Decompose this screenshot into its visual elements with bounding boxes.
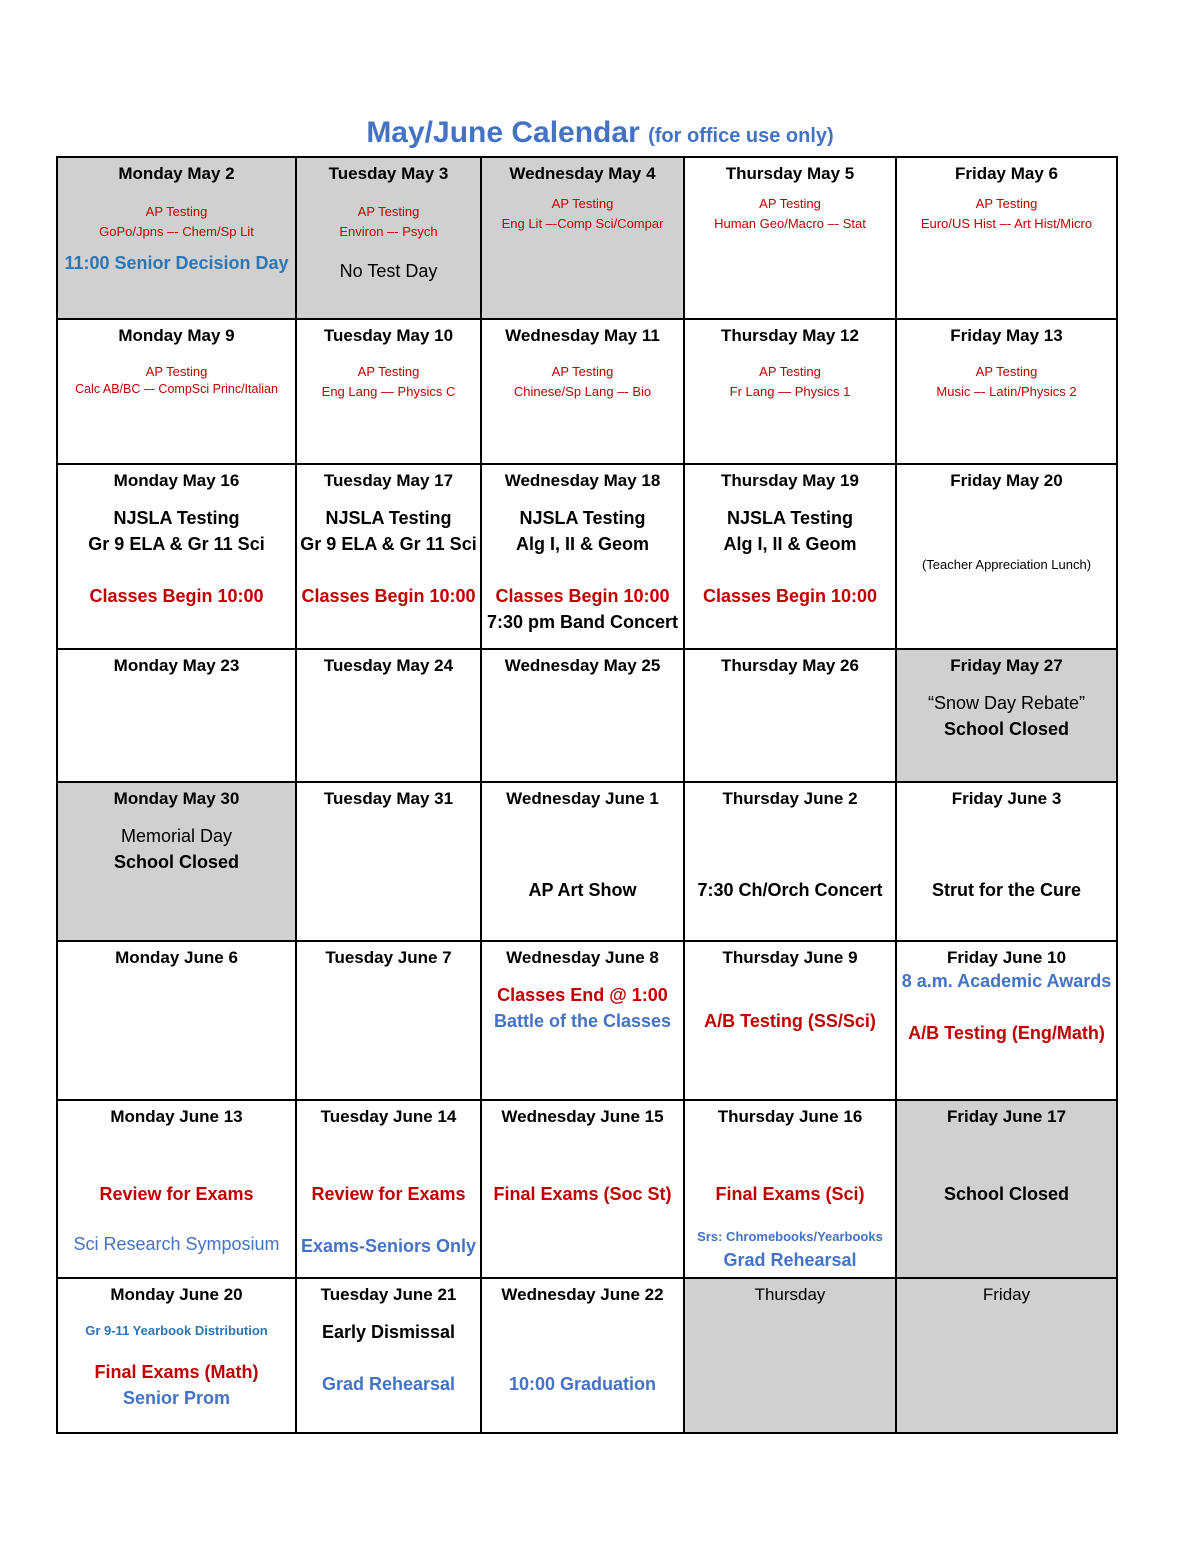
day-label: Wednesday May 11 — [505, 326, 660, 345]
day-cell — [896, 319, 1117, 464]
day-label: Monday June 6 — [115, 948, 238, 967]
event-line: School Closed — [113, 852, 239, 872]
day-label: Friday May 6 — [955, 164, 1058, 183]
event-line: Final Exams (Soc St) — [493, 1184, 672, 1204]
event-line: Final Exams (Sci) — [715, 1184, 865, 1204]
week-row — [57, 1100, 1117, 1278]
event-line: Review for Exams — [99, 1184, 254, 1204]
day-label: Tuesday June 21 — [320, 1285, 457, 1304]
day-cell — [296, 1100, 481, 1278]
day-label: Thursday May 5 — [725, 164, 855, 183]
event-line: 8 a.m. Academic Awards — [901, 971, 1112, 991]
day-cell — [57, 649, 296, 782]
event-line: Memorial Day — [120, 826, 233, 846]
day-cell — [684, 941, 896, 1100]
event-line: AP Testing — [759, 364, 821, 379]
event-line: Alg I, II & Geom — [515, 534, 649, 554]
event-line: A/B Testing (SS/Sci) — [704, 1011, 876, 1031]
event-line: Battle of the Classes — [493, 1011, 672, 1031]
day-cell — [296, 464, 481, 649]
week-row — [57, 464, 1117, 649]
event-line: NJSLA Testing — [519, 508, 646, 528]
day-cell — [896, 649, 1117, 782]
day-cell — [57, 464, 296, 649]
day-cell — [481, 464, 684, 649]
week-row — [57, 649, 1117, 782]
day-label: Monday June 13 — [110, 1107, 243, 1126]
day-cell — [57, 1100, 296, 1278]
day-cell — [896, 941, 1117, 1100]
week-row — [57, 782, 1117, 941]
event-line: Calc AB/BC –- CompSci Princ/Italian — [75, 382, 278, 396]
day-label: Friday June 3 — [951, 789, 1062, 808]
event-line: Eng Lang — Physics C — [321, 384, 456, 399]
day-label: Tuesday May 10 — [323, 326, 454, 345]
day-label: Tuesday May 24 — [323, 656, 454, 675]
day-cell — [481, 649, 684, 782]
event-line: Grad Rehearsal — [321, 1374, 456, 1394]
day-cell — [896, 1278, 1117, 1433]
day-cell — [57, 1278, 296, 1433]
event-line: No Test Day — [339, 261, 438, 281]
event-line: NJSLA Testing — [325, 508, 452, 528]
event-line: Strut for the Cure — [931, 880, 1081, 900]
day-label: Thursday May 12 — [721, 326, 859, 345]
day-label: Tuesday June 14 — [320, 1107, 457, 1126]
day-label: Tuesday May 17 — [323, 471, 454, 490]
day-label: Friday June 10 — [946, 948, 1067, 967]
day-cell — [296, 941, 481, 1100]
event-line: Music –- Latin/Physics 2 — [936, 384, 1077, 399]
day-label: Friday — [982, 1285, 1031, 1304]
event-line: Chinese/Sp Lang –- Bio — [513, 384, 652, 399]
day-label: Friday May 27 — [950, 656, 1063, 675]
day-cell — [296, 157, 481, 319]
day-cell — [481, 941, 684, 1100]
day-label: Thursday June 16 — [717, 1107, 863, 1126]
day-cell — [896, 782, 1117, 941]
day-cell — [57, 782, 296, 941]
day-label: Wednesday May 18 — [504, 471, 661, 490]
event-line: 7:30 pm Band Concert — [486, 612, 679, 632]
event-line: AP Testing — [357, 364, 420, 379]
event-line: Classes Begin 10:00 — [301, 586, 476, 606]
event-line: Early Dismissal — [321, 1322, 456, 1342]
week-row — [57, 157, 1117, 319]
day-label: Monday May 16 — [113, 471, 240, 490]
event-line: Classes End @ 1:00 — [497, 985, 668, 1005]
day-label: Thursday June 2 — [722, 789, 858, 808]
event-line: A/B Testing (Eng/Math) — [908, 1023, 1105, 1043]
event-line: Fr Lang — Physics 1 — [729, 384, 851, 399]
day-label: Thursday May 19 — [721, 471, 859, 490]
event-line: Grad Rehearsal — [723, 1250, 857, 1270]
day-label: Friday May 13 — [950, 326, 1063, 345]
event-line: Srs: Chromebooks/Yearbooks — [697, 1229, 883, 1244]
event-line: AP Art Show — [528, 880, 637, 900]
week-row — [57, 941, 1117, 1100]
event-line: Senior Prom — [122, 1388, 231, 1408]
event-line: Final Exams (Math) — [94, 1362, 259, 1382]
day-cell — [57, 319, 296, 464]
day-cell — [296, 319, 481, 464]
event-line: AP Testing — [145, 364, 208, 379]
event-line: (Teacher Appreciation Lunch) — [921, 557, 1092, 572]
day-label: Wednesday June 1 — [506, 789, 659, 808]
day-cell — [481, 157, 684, 319]
calendar-title — [0, 116, 1200, 150]
title-sub: (for office use only) — [648, 125, 834, 147]
event-line: AP Testing — [145, 204, 208, 219]
day-label: Thursday June 9 — [722, 948, 858, 967]
day-label: Wednesday June 15 — [501, 1107, 664, 1126]
day-cell — [684, 157, 896, 319]
day-cell — [296, 1278, 481, 1433]
week-row — [57, 1278, 1117, 1433]
event-line: Classes Begin 10:00 — [89, 586, 264, 606]
day-label: Wednesday June 8 — [506, 948, 659, 967]
event-line: NJSLA Testing — [113, 508, 240, 528]
event-line: School Closed — [943, 719, 1069, 739]
day-cell — [57, 941, 296, 1100]
day-label: Tuesday June 7 — [325, 948, 452, 967]
event-line: Sci Research Symposium — [73, 1234, 280, 1254]
day-cell — [896, 464, 1117, 649]
day-cell — [296, 649, 481, 782]
day-cell — [57, 157, 296, 319]
day-label: Monday May 2 — [118, 164, 235, 183]
day-label: Monday May 9 — [118, 326, 235, 345]
event-line: Classes Begin 10:00 — [495, 586, 670, 606]
day-label: Thursday May 26 — [721, 656, 859, 675]
day-cell — [684, 1100, 896, 1278]
day-label: Tuesday May 31 — [323, 789, 454, 808]
day-cell — [684, 1278, 896, 1433]
day-cell — [684, 649, 896, 782]
title-main: May/June Calendar — [366, 116, 640, 149]
event-line: Alg I, II & Geom — [723, 534, 857, 554]
day-cell — [481, 782, 684, 941]
day-cell — [296, 782, 481, 941]
day-cell — [481, 319, 684, 464]
event-line: Exams-Seniors Only — [300, 1236, 477, 1256]
day-cell — [481, 1100, 684, 1278]
event-line: AP Testing — [975, 364, 1038, 379]
event-line: AP Testing — [357, 204, 420, 219]
day-label: Tuesday May 3 — [328, 164, 449, 183]
day-label: Wednesday May 4 — [509, 164, 656, 183]
calendar-grid — [56, 156, 1118, 1434]
event-line: AP Testing — [975, 196, 1038, 211]
event-line: Euro/US Hist –- Art Hist/Micro — [920, 216, 1093, 231]
day-cell — [684, 782, 896, 941]
day-label: Monday June 20 — [110, 1285, 243, 1304]
event-line: AP Testing — [551, 364, 614, 379]
day-cell — [896, 157, 1117, 319]
event-line: “Snow Day Rebate” — [927, 693, 1086, 713]
event-line: Classes Begin 10:00 — [702, 586, 878, 606]
event-line: AP Testing — [551, 196, 614, 211]
event-line: School Closed — [943, 1184, 1069, 1204]
event-line: Eng Lit –-Comp Sci/Compar — [501, 216, 664, 231]
day-label: Thursday — [754, 1285, 826, 1304]
event-line: NJSLA Testing — [726, 508, 853, 528]
day-label: Wednesday May 25 — [504, 656, 661, 675]
event-line: AP Testing — [759, 196, 821, 211]
event-line: Gr 9 ELA & Gr 11 Sci — [88, 534, 265, 554]
day-label: Friday June 17 — [946, 1107, 1067, 1126]
event-line: Review for Exams — [311, 1184, 466, 1204]
day-label: Wednesday June 22 — [501, 1285, 664, 1304]
event-line: Gr 9 ELA & Gr 11 Sci — [300, 534, 477, 554]
day-label: Monday May 30 — [113, 789, 240, 808]
day-cell — [684, 319, 896, 464]
day-label: Monday May 23 — [113, 656, 240, 675]
event-line: 7:30 Ch/Orch Concert — [697, 880, 883, 900]
day-cell — [684, 464, 896, 649]
event-line: Environ –- Psych — [339, 224, 438, 239]
event-line: Gr 9-11 Yearbook Distribution — [85, 1323, 268, 1338]
day-cell — [896, 1100, 1117, 1278]
event-line: 11:00 Senior Decision Day — [64, 253, 289, 273]
event-line: Human Geo/Macro –- Stat — [714, 216, 866, 231]
event-line: 10:00 Graduation — [508, 1374, 657, 1394]
day-label: Friday May 20 — [950, 471, 1063, 490]
week-row — [57, 319, 1117, 464]
event-line: GoPo/Jpns –- Chem/Sp Lit — [99, 224, 254, 239]
day-cell — [481, 1278, 684, 1433]
